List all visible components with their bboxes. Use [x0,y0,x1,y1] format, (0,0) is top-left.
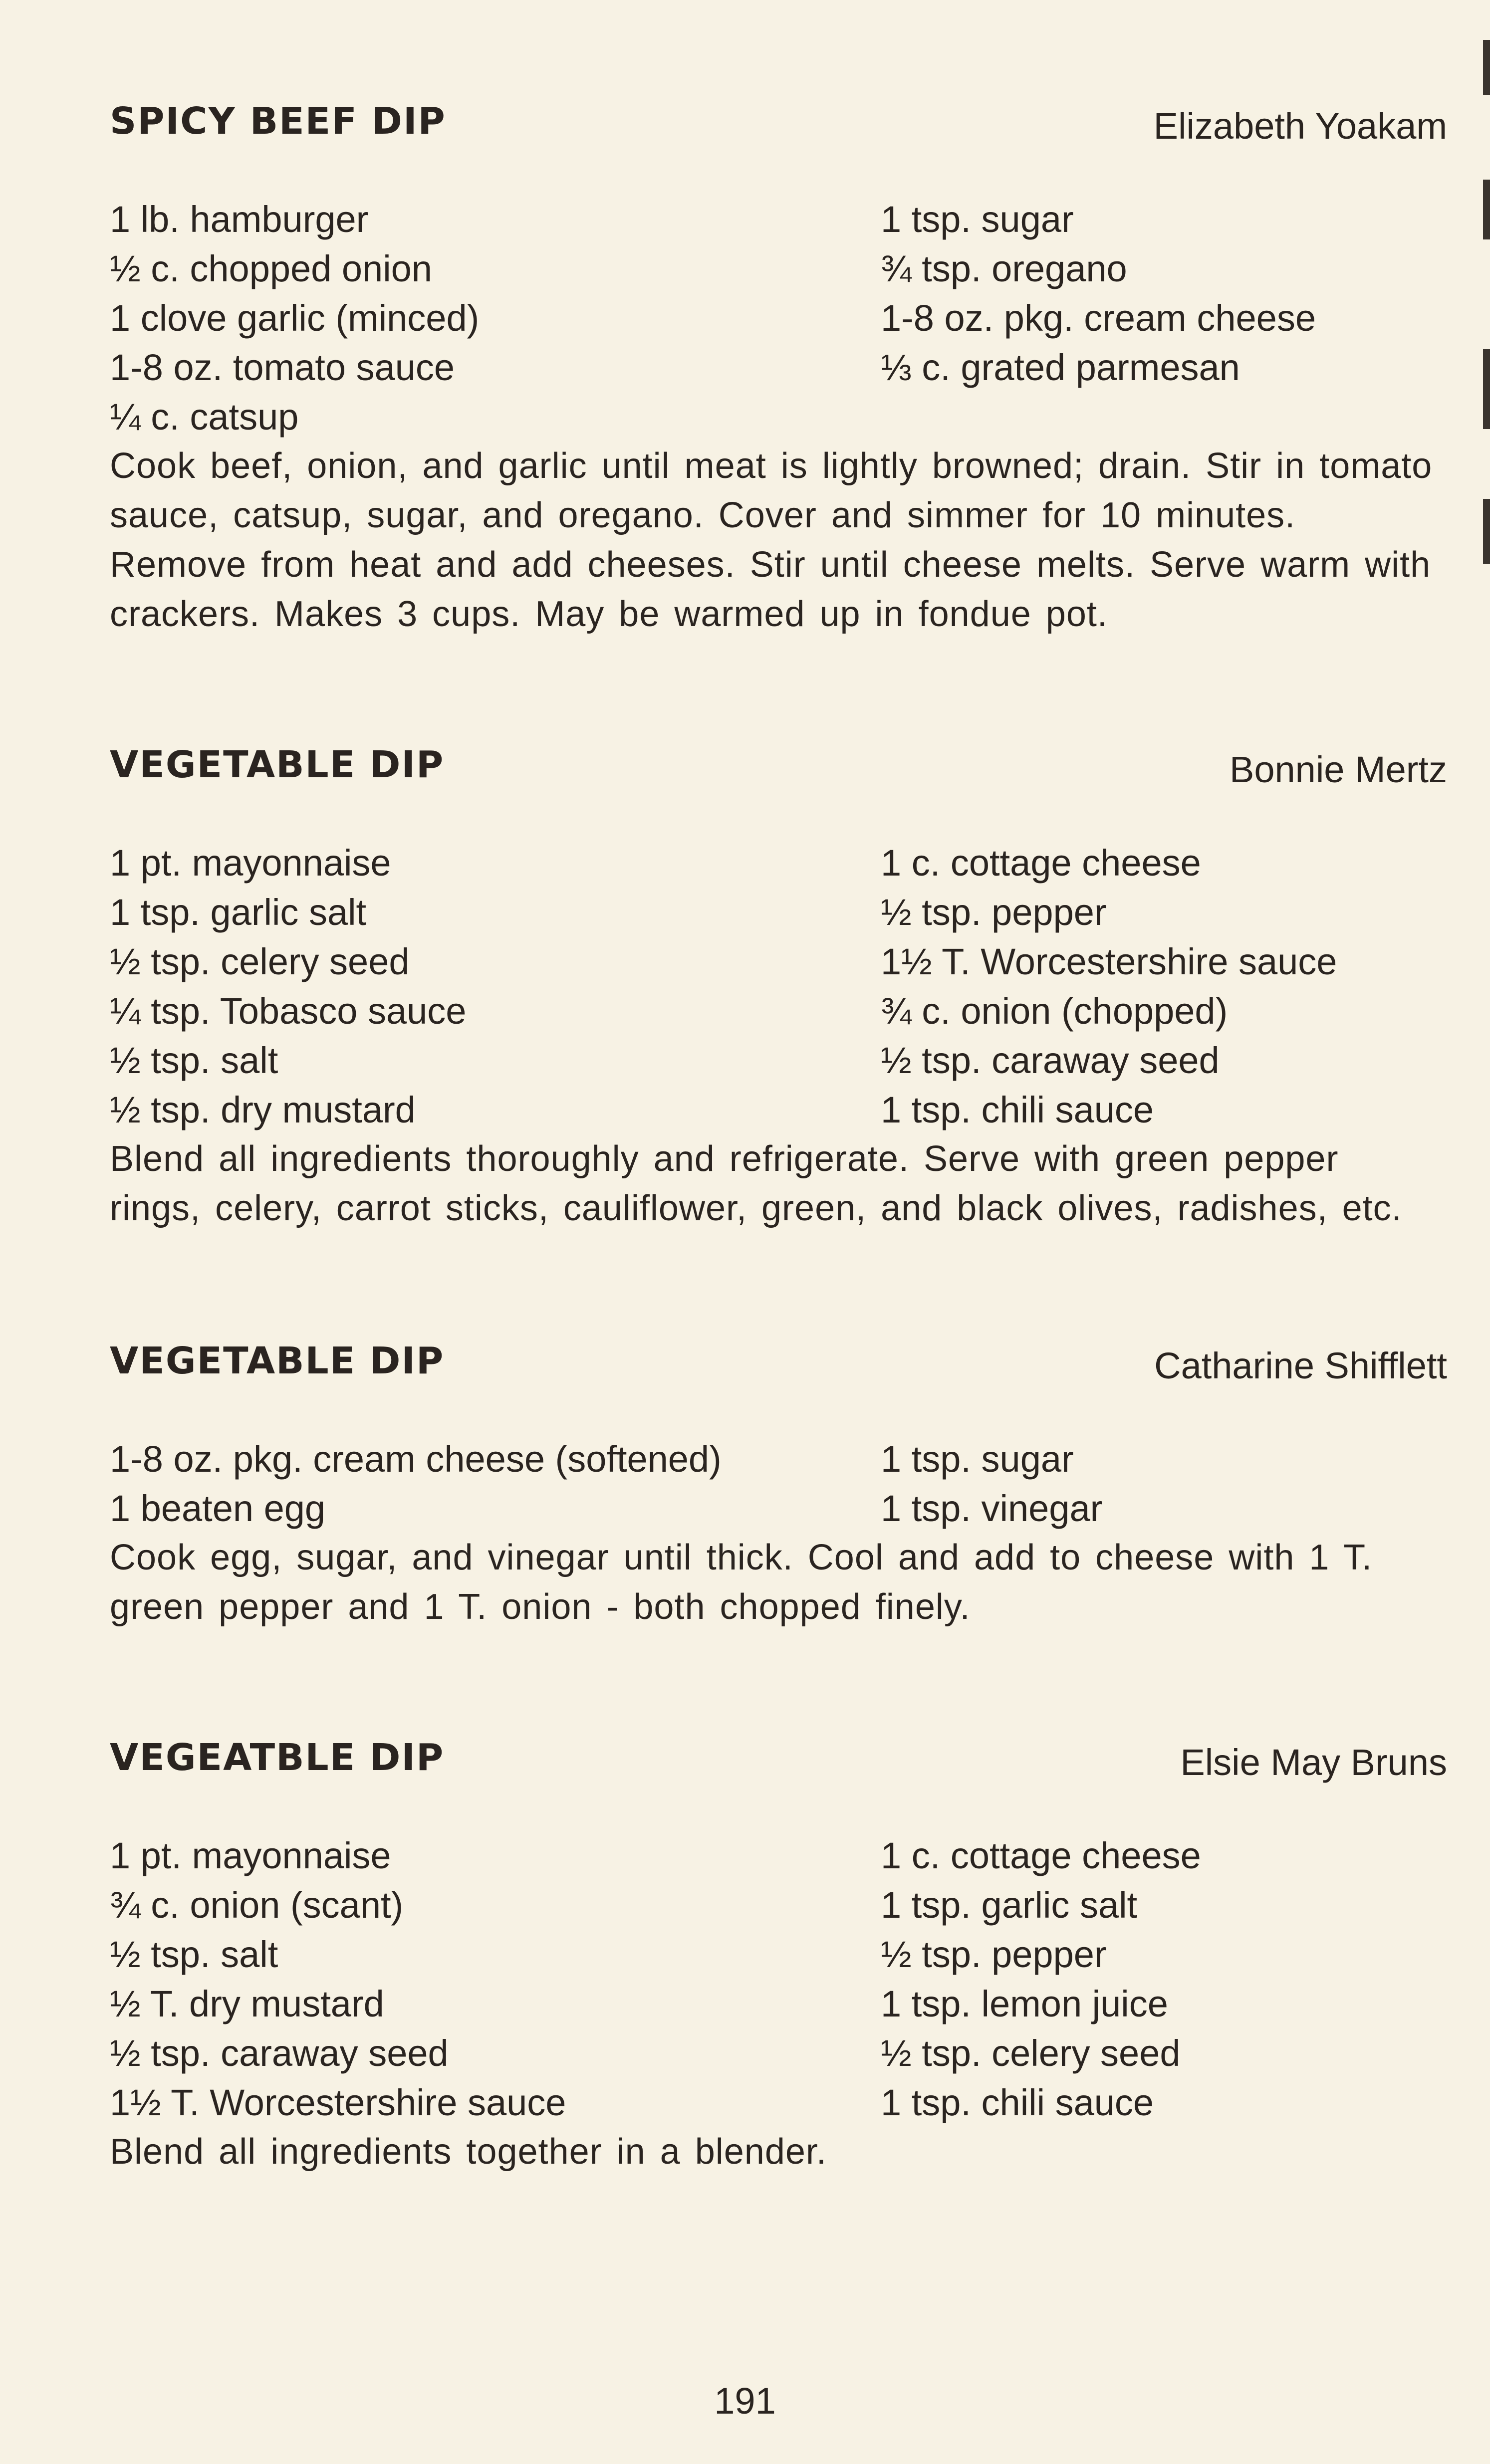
ingredient: 1 tsp. sugar [881,199,1074,240]
page-number: 191 [714,2380,776,2422]
ingredient-column-right [881,195,1316,392]
ingredient-list [110,1831,1442,2172]
ingredient: ¾ c. onion (chopped) [881,990,1228,1032]
recipe-author: Elizabeth Yoakam [1153,105,1447,147]
ingredient: ¾ c. onion (scant) [110,1884,404,1926]
ingredient: 1 beaten egg [110,1488,326,1529]
recipe-header [110,1340,1447,1394]
recipe-spicy-beef-dip [110,100,1447,634]
ingredient-column-right [881,1434,1102,1533]
ingredient: 1 tsp. chili sauce [881,2082,1154,2123]
ingredient: 1½ T. Worcestershire sauce [110,2082,566,2123]
ingredient: ¼ tsp. Tobasco sauce [110,990,467,1032]
binding-edge-mark [1483,180,1490,239]
ingredient: ½ tsp. celery seed [881,2032,1181,2074]
recipe-method: Cook beef, onion, and garlic until meat is lightly browned; drain. Stir in tomato sauce, catsup, sugar, and oregano. Cover and simmer for 10 minutes. Remove from heat and add cheeses. Stir until cheese melts. Serve warm with crackers. Makes 3 cups. May be warmed up in fondue pot. [110,446,1433,634]
ingredient: ½ tsp. caraway seed [110,2032,449,2074]
ingredient: 1 c. cottage cheese [881,842,1201,884]
ingredient-column-left [110,838,466,1134]
ingredient-column-right [881,1831,1201,2127]
ingredient: ½ tsp. pepper [881,892,1107,933]
ingredient: 1 tsp. garlic salt [110,892,367,933]
ingredient: 1 tsp. vinegar [881,1488,1103,1529]
recipe-method: Cook egg, sugar, and vinegar until thick. Cool and add to cheese with 1 T. green pepper and 1 T. onion - both chopped finely. [110,1538,1373,1627]
ingredient: ⅓ c. grated parmesan [881,347,1240,388]
binding-edge-mark [1483,349,1490,429]
recipe-header [110,1736,1447,1791]
recipe-title: SPICY BEEF DIP [110,100,446,143]
ingredient-column-left [110,1434,722,1533]
ingredient: 1 pt. mayonnaise [110,842,391,884]
recipe-method: Blend all ingredients together in a blender. [110,2132,827,2172]
ingredient: ½ tsp. pepper [881,1934,1107,1975]
ingredient: 1 tsp. sugar [881,1438,1074,1480]
ingredient: 1 tsp. lemon juice [881,1983,1168,2024]
ingredient: 1-8 oz. tomato sauce [110,347,455,388]
ingredient: ½ tsp. salt [110,1934,278,1975]
ingredient-column-left [110,195,479,442]
ingredient: ½ T. dry mustard [110,1983,384,2024]
ingredient: ½ tsp. dry mustard [110,1089,416,1130]
recipe-header [110,100,1447,155]
ingredient-list [110,1434,1442,1627]
recipe-vegeatble-dip-bruns [110,1736,1447,2172]
ingredient-column-left [110,1831,566,2127]
binding-edge-mark [1483,40,1490,95]
recipe-author: Elsie May Bruns [1180,1742,1447,1783]
ingredient: 1 pt. mayonnaise [110,1835,391,1876]
recipe-vegetable-dip-shifflett [110,1340,1447,1627]
recipe-title: VEGEATBLE DIP [110,1736,445,1779]
ingredient: 1-8 oz. pkg. cream cheese (softened) [110,1438,722,1480]
ingredient: 1 clove garlic (minced) [110,297,480,339]
ingredient: ½ tsp. caraway seed [881,1040,1220,1081]
ingredient: 1-8 oz. pkg. cream cheese [881,297,1316,339]
ingredient: ½ tsp. celery seed [110,941,410,982]
ingredient: ½ c. chopped onion [110,248,432,289]
ingredient: 1 lb. hamburger [110,199,369,240]
ingredient-list [110,195,1442,634]
ingredient: 1 tsp. garlic salt [881,1884,1138,1926]
ingredient: ¼ c. catsup [110,396,299,438]
recipe-method: Blend all ingredients thoroughly and refrigerate. Serve with green pepper rings, celery, carrot sticks, cauliflower, green, and black olives, radishes, etc. [110,1139,1402,1228]
ingredient-list [110,838,1442,1228]
recipe-title: VEGETABLE DIP [110,743,445,786]
recipe-title: VEGETABLE DIP [110,1340,445,1382]
ingredient: ½ tsp. salt [110,1040,278,1081]
ingredient: ¾ tsp. oregano [881,248,1127,289]
recipe-header [110,743,1447,798]
ingredient: 1½ T. Worcestershire sauce [881,941,1337,982]
recipe-author: Bonnie Mertz [1230,749,1447,790]
recipe-vegetable-dip-mertz [110,743,1447,1228]
ingredient: 1 c. cottage cheese [881,1835,1201,1876]
ingredient-column-right [881,838,1337,1134]
binding-edge-mark [1483,499,1490,564]
recipe-author: Catharine Shifflett [1154,1345,1447,1386]
ingredient: 1 tsp. chili sauce [881,1089,1154,1130]
